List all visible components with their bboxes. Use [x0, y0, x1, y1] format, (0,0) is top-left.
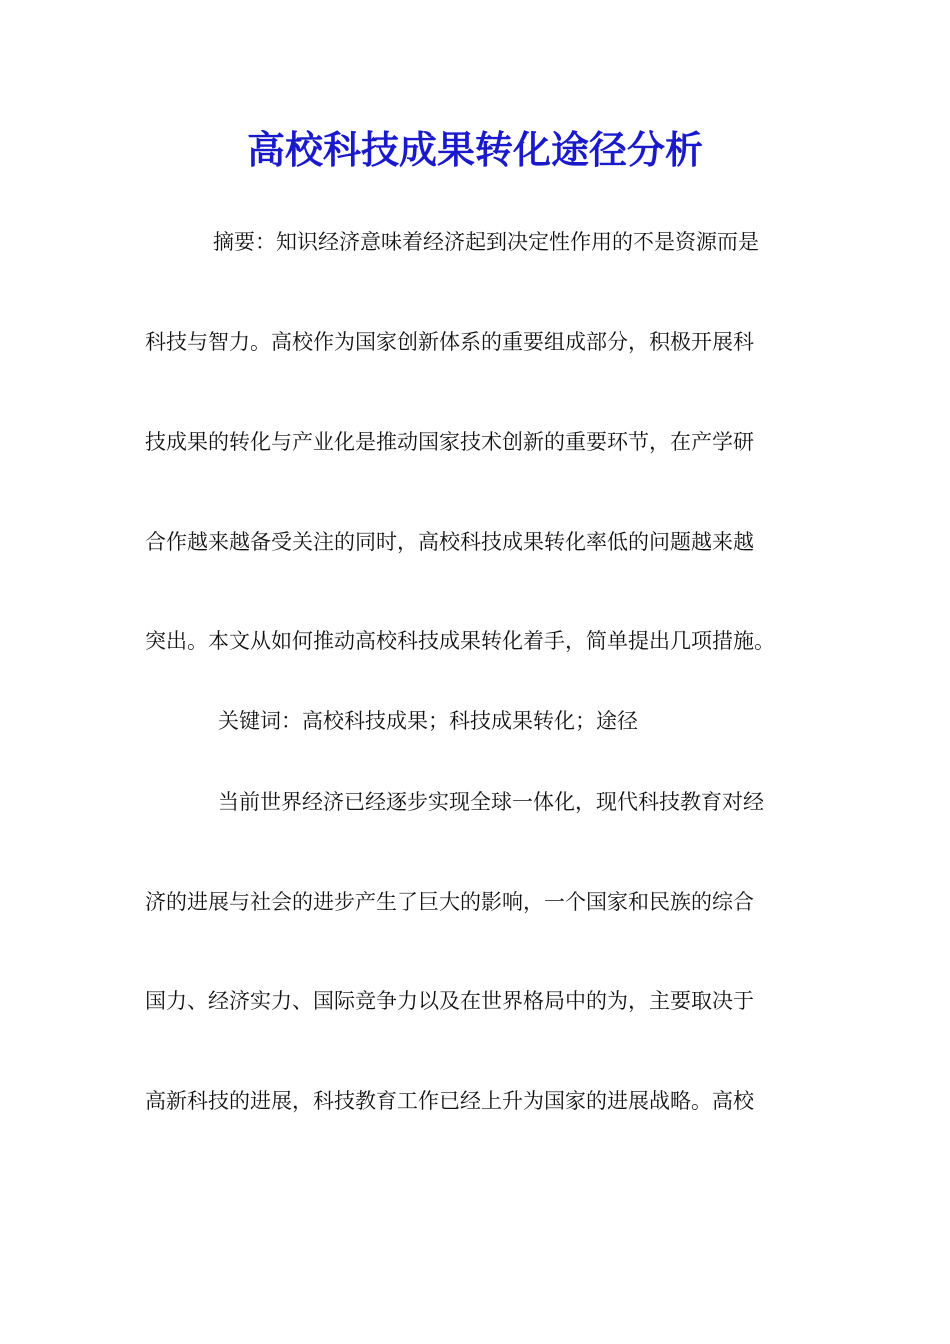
body-line-3: 国力、经济实力、国际竞争力以及在世界格局中的为，主要取决于 — [145, 989, 754, 1013]
abstract-line-3: 技成果的转化与产业化是推动国家技术创新的重要环节，在产学研 — [145, 430, 754, 454]
keywords-line: 关键词：高校科技成果；科技成果转化；途径 — [218, 709, 638, 733]
abstract-line-2: 科技与智力。高校作为国家创新体系的重要组成部分，积极开展科 — [145, 330, 754, 354]
abstract-line-1: 摘要：知识经济意味着经济起到决定性作用的不是资源而是 — [213, 230, 759, 254]
body-line-2: 济的进展与社会的进步产生了巨大的影响，一个国家和民族的综合 — [145, 890, 754, 914]
document-title: 高校科技成果转化途径分析 — [246, 127, 703, 172]
body-line-4: 高新科技的进展，科技教育工作已经上升为国家的进展战略。高校 — [145, 1089, 754, 1113]
abstract-line-4: 合作越来越备受关注的同时，高校科技成果转化率低的问题越来越 — [145, 530, 754, 554]
abstract-line-5: 突出。本文从如何推动高校科技成果转化着手，简单提出几项措施。 — [145, 629, 775, 653]
body-line-1: 当前世界经济已经逐步实现全球一体化，现代科技教育对经 — [218, 790, 764, 814]
